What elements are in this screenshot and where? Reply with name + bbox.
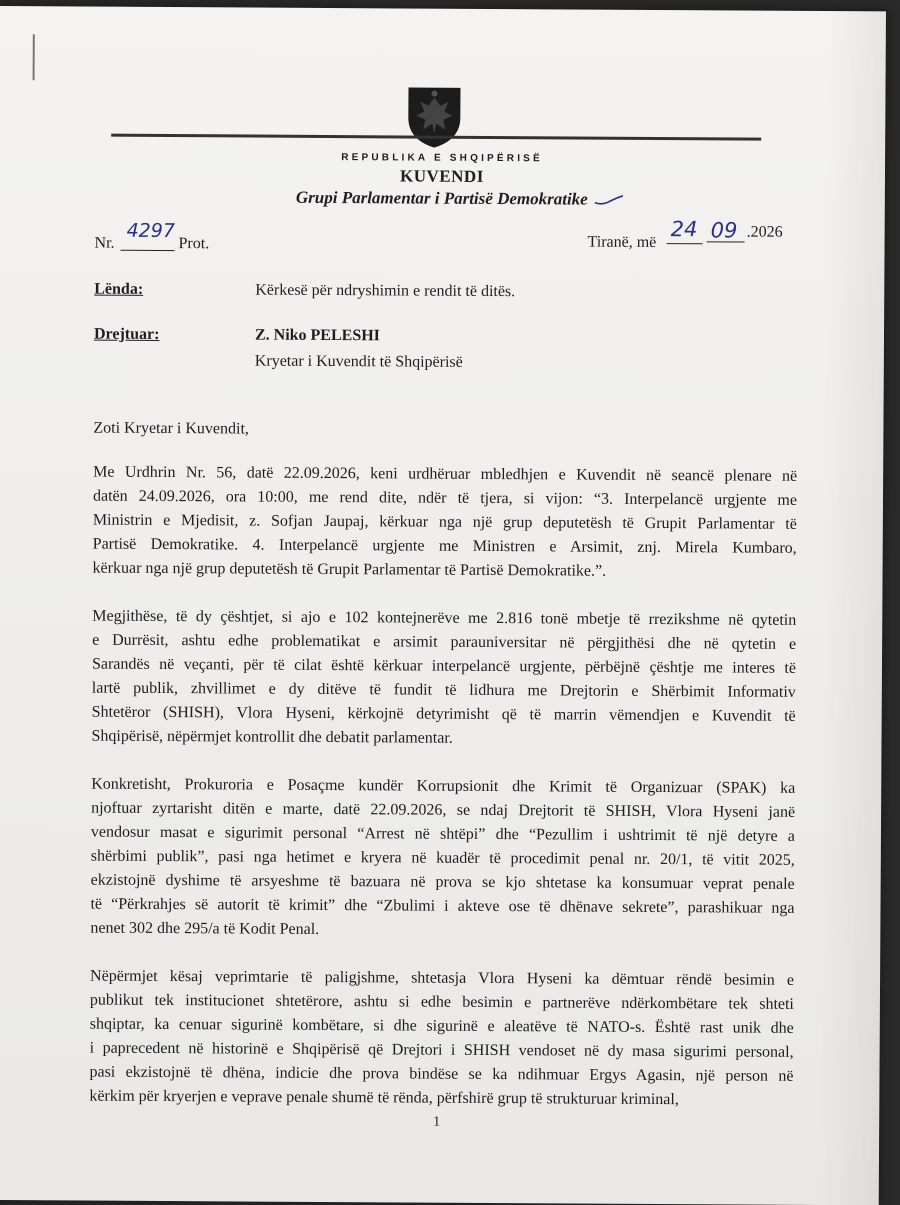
margin-mark xyxy=(33,34,35,80)
institution-heading: KUVENDI xyxy=(400,166,484,186)
protocol-nr-label: Nr. xyxy=(94,234,115,252)
paragraph-line: vendosur masat e sigurimit personal “Arrest në shtëpi” dhe “Pezullim i ushtrimit të një detyre a xyxy=(90,823,795,845)
paragraph-line: Konkretisht, Prokuroria e Posaçme kundër Korrupsionit dhe Krimit të Organizuar (SPAK) ka xyxy=(91,775,796,797)
albanian-emblem-icon xyxy=(405,83,463,149)
paragraph-line: publikut tek institucionet shtetërore, ashtu si edhe besimin e partnerëve ndërkombëtare tek shteti xyxy=(89,991,794,1013)
group-heading: Grupi Parlamentar i Partisë Demokratike xyxy=(295,187,588,209)
date-month: 09 xyxy=(710,218,738,243)
salutation: Zoti Kryetar i Kuvendit, xyxy=(93,419,249,438)
paragraph-line: Shqipërisë, nëpërmjet kontrollit dhe debatit parlamentar. xyxy=(91,727,453,747)
paragraph-line: shërbimi publik”, pasi nga hetimet e kryera në kuadër të procedimit penal nr. 20/1, të vitit 2025, xyxy=(90,847,795,869)
date-year: .2026 xyxy=(746,223,783,241)
paragraph-line: pasi ekzistojnë të dhëna, indicie dhe prova bindëse se ka ndihmuar Ergys Agasin, një person në xyxy=(89,1063,794,1085)
paragraph-line: datën 24.09.2026, ora 10:00, me rend dite, ndër të tjera, si vijon: “3. Interpelancë urgjente me xyxy=(92,487,798,509)
paragraph-line: e Durrësit, ashtu edhe problematikat e arsimit parauniversitar në përgjithësi dhe në qytetin e xyxy=(92,631,797,653)
paragraph-line: ekzistojnë dyshime të arsyeshme të bazuara në prova se kjo shtetase ka konsumuar veprat penale xyxy=(90,871,795,893)
paragraph-line: Ministrin e Mjedisit, z. Sofjan Jaupaj, kërkuar nga një grup deputetësh të Grupit Parlamentar të xyxy=(92,511,797,533)
pen-flourish-icon xyxy=(593,194,625,206)
paragraph-line: të “Përkrahjes së autorit të krimit” dhe “Zbulimi i akteve ose të dhënave sekrete”, parashikuar nga xyxy=(90,895,795,917)
paragraph-line: kërkuar nga një grup deputetësh të Grupit Parlamentar të Partisë Demokratike.”. xyxy=(92,559,607,580)
paragraph-line: shqiptar, ka cenuar sigurinë kombëtare, si dhe sigurinë e aleatëve të NATO-s. Është rast unik dhe xyxy=(89,1015,794,1037)
addressee-label: Drejtuar: xyxy=(93,325,160,343)
republic-heading: REPUBLIKA E SHQIPËRISË xyxy=(341,152,543,165)
subject-value: Kërkesë për ndryshimin e rendit të ditës. xyxy=(255,281,516,301)
paragraph-line: Sarandës në veçanti, për të cilat është kërkuar interpelancë urgjente, përbëjnë çështje me interes të xyxy=(91,655,797,677)
body-paragraph xyxy=(90,773,795,945)
addressee-name: Z. Niko PELESHI xyxy=(254,326,380,345)
paragraph-line: njoftuar zyrtarisht ditën e marte, datë 22.09.2026, se ndaj Drejtorit të SHISH, Vlora Hyseni janë xyxy=(91,799,796,821)
subject-label: Lënda: xyxy=(94,280,144,298)
protocol-number: 4297 xyxy=(126,219,176,243)
body-paragraph xyxy=(89,965,794,1113)
paragraph-line: Shtetëror (SHISH), Vlora Hyseni, kërkojnë detyrimisht që të marrin vëmendjen e Kuvendit të xyxy=(91,703,796,725)
paragraph-line: nenet 302 dhe 295/a të Kodit Penal. xyxy=(90,919,320,938)
paragraph-line: Nëpërmjet kësaj veprimtarie të paligjshme, shtetasja Vlora Hyseni ka dëmtuar rëndë besimin e xyxy=(90,967,795,989)
body-paragraph xyxy=(91,605,796,753)
paragraph-line: i paprecedent në historinë e Shqipërisë që Drejtori i SHISH vendoset në dy masa sigurimi personal, xyxy=(89,1039,794,1061)
date-day: 24 xyxy=(670,217,698,242)
page-number: 1 xyxy=(433,1114,441,1130)
paragraph-line: Partisë Demokratike. 4. Interpelancë urgjente me Ministren e Arsimit, znj. Mirela Kumbaro, xyxy=(92,535,797,557)
protocol-prot-label: Prot. xyxy=(178,235,210,253)
paragraph-line: Megjithëse, të dy çështjet, si ajo e 102 kontejnerëve me 2.816 tonë mbetje të rrezikshme në qytetin xyxy=(92,607,797,629)
addressee-title: Kryetar i Kuvendit të Shqipërisë xyxy=(254,352,463,371)
document-page xyxy=(0,6,886,1205)
paragraph-line: lartë publik, zhvillimet e dy ditëve të fundit të lidhura me Drejtorin e Shërbimit Informativ xyxy=(91,679,796,701)
paragraph-line: Me Urdhrin Nr. 56, datë 22.09.2026, keni urdhëruar mbledhjen e Kuvendit në seancë plenare në xyxy=(93,463,798,485)
body-paragraph xyxy=(92,461,797,585)
paragraph-line: kërkim për kryerjen e veprave penale shumë të rënda, përfshirë grup të strukturuar kriminal, xyxy=(89,1087,679,1109)
place-label: Tiranë, më xyxy=(587,233,657,252)
